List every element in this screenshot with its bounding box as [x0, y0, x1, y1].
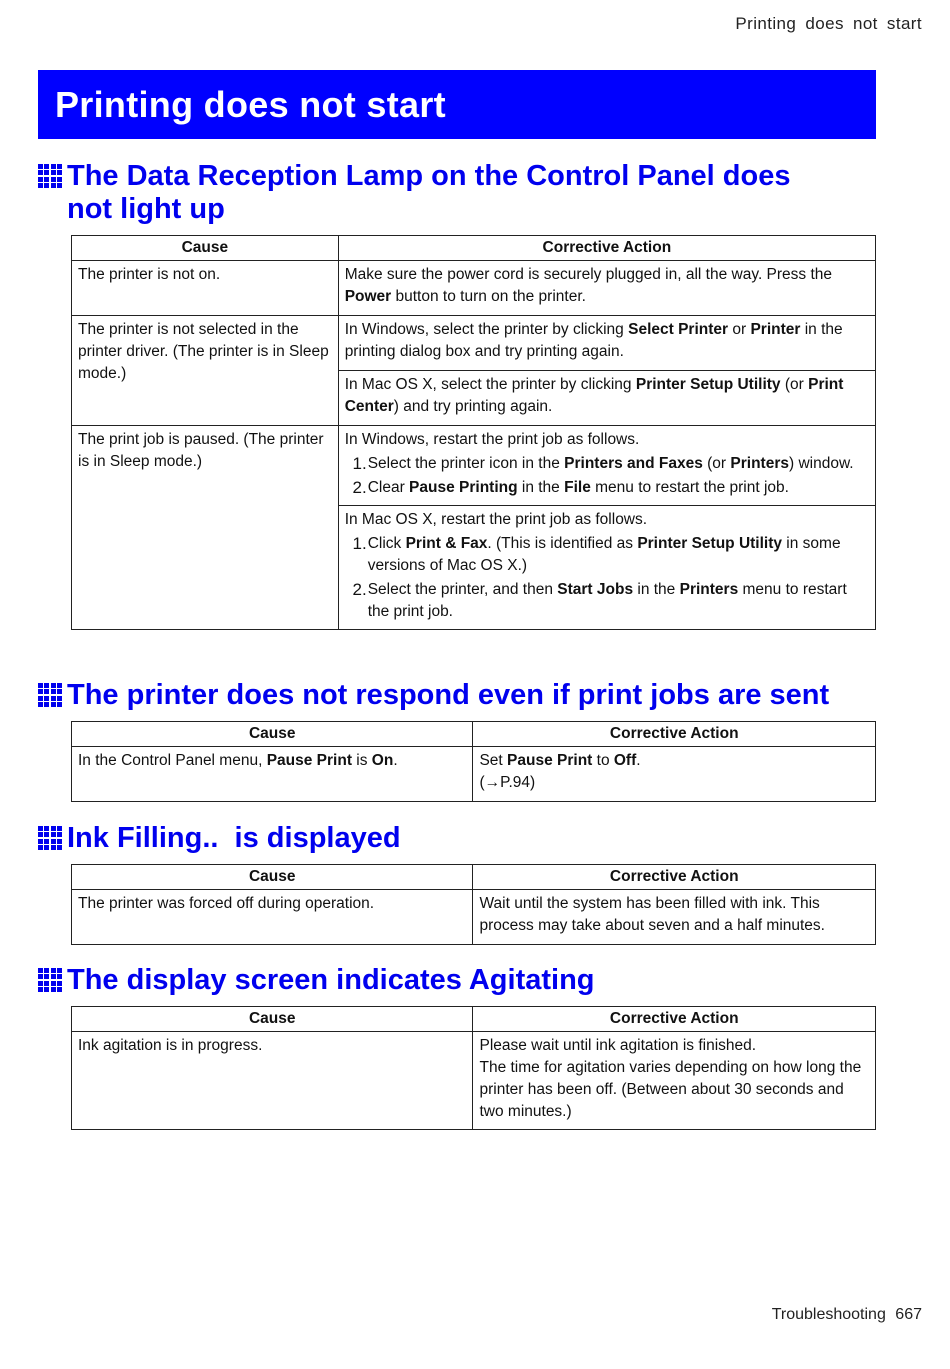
action-header: Corrective Action: [338, 236, 875, 261]
step-number: 1.: [352, 454, 367, 473]
cause-header: Cause: [72, 1007, 473, 1032]
troubleshooting-table: [71, 1006, 876, 1130]
action-cell: [473, 1032, 876, 1130]
action-text: In Mac OS X, select the printer by clicking: [344, 376, 636, 393]
section-title: The Data Reception Lamp on the Control Panel does not light up: [67, 160, 791, 225]
cause-cell: The printer was forced off during operation.: [72, 890, 473, 945]
cause-cell: The printer is not on.: [72, 261, 339, 316]
step-item: [345, 579, 869, 623]
page-number: 667: [895, 1306, 922, 1323]
step-number: 2.: [352, 580, 367, 599]
ui-term: Print Center: [344, 376, 844, 415]
action-header: Corrective Action: [473, 865, 876, 890]
action-block-windows: [339, 316, 875, 370]
cause-cell: The print job is paused. (The printer is in Sleep mode.): [72, 426, 339, 630]
ui-term: Select Printer: [628, 321, 729, 338]
step-number: 1.: [352, 534, 367, 553]
section-heading: [38, 822, 876, 855]
section-heading: [38, 679, 876, 712]
action-cell: Set Pause Print to Off. (→P.94): [473, 747, 876, 802]
action-cell: [338, 426, 875, 630]
action-cell: [338, 261, 875, 316]
step-item: [345, 477, 869, 499]
table-row: [72, 316, 876, 426]
action-text: button to turn on the printer.: [391, 288, 586, 305]
ui-term: Power: [344, 288, 392, 305]
troubleshooting-table: [71, 864, 876, 945]
section-title: The printer does not respond even if print jobs are sent: [67, 679, 830, 711]
step-item: [345, 533, 869, 577]
grid-bullet-icon: [38, 683, 62, 707]
cause-header: Cause: [72, 722, 473, 747]
action-cell: Wait until the system has been filled with ink. This process may take about seven and a half minutes.: [473, 890, 876, 945]
cause-cell: The printer is not selected in the printer driver. (The printer is in Sleep mode.): [72, 316, 339, 426]
step-text: Select the printer icon in the Printers and Faxes (or Printers) window.: [367, 455, 854, 472]
troubleshooting-table: [71, 721, 876, 802]
action-text: (or: [780, 376, 809, 393]
step-number: 2.: [352, 478, 367, 497]
step-item: [345, 453, 869, 475]
action-text: Please wait until ink agitation is finished.: [479, 1037, 757, 1054]
troubleshooting-table: [71, 235, 876, 630]
action-text: in the printing dialog box and try printing again.: [344, 321, 843, 360]
ui-term: Printer: [750, 321, 801, 338]
step-text: Clear Pause Printing in the File menu to restart the print job.: [367, 479, 789, 496]
table-header-row: [72, 865, 876, 890]
action-block-mac: [339, 505, 875, 629]
table-row: [72, 747, 876, 802]
grid-bullet-icon: [38, 164, 62, 188]
cause-cell: Ink agitation is in progress.: [72, 1032, 473, 1130]
action-intro: In Windows, restart the print job as follows.: [344, 431, 640, 448]
action-text: The time for agitation varies depending on how long the printer has been off. (Between about 30 seconds and two minutes.): [479, 1059, 862, 1120]
action-header: Corrective Action: [473, 1007, 876, 1032]
section-title: The display screen indicates Agitating: [67, 964, 595, 996]
table-row: [72, 890, 876, 945]
action-intro: In Mac OS X, restart the print job as follows.: [344, 511, 648, 528]
action-cell: [338, 316, 875, 426]
cause-header: Cause: [72, 236, 339, 261]
action-text: ) and try printing again.: [393, 398, 553, 415]
step-text: Select the printer, and then Start Jobs in the Printers menu to restart the print job.: [367, 581, 847, 620]
grid-bullet-icon: [38, 826, 62, 850]
table-row: [72, 426, 876, 630]
table-header-row: [72, 722, 876, 747]
table-header-row: [72, 236, 876, 261]
page-title: Printing does not start: [55, 83, 446, 125]
ui-term: Printer Setup Utility: [635, 376, 781, 393]
grid-bullet-icon: [38, 968, 62, 992]
section-ink-filling: [38, 822, 876, 945]
action-text: Make sure the power cord is securely plugged in, all the way. Press the: [344, 266, 833, 283]
page-reference-link[interactable]: (→P.94): [479, 774, 536, 791]
section-data-reception-lamp: [38, 160, 876, 630]
table-header-row: [72, 1007, 876, 1032]
action-block-windows: [339, 426, 875, 505]
section-title: Ink Filling.. is displayed: [67, 822, 401, 854]
cause-header: Cause: [72, 865, 473, 890]
table-row: [72, 261, 876, 316]
section-agitating: [38, 964, 876, 1130]
action-header: Corrective Action: [473, 722, 876, 747]
action-text: In Windows, select the printer by clicking: [344, 321, 629, 338]
section-heading: [38, 964, 876, 997]
step-text: Click Print & Fax. (This is identified as Printer Setup Utility in some versions of Mac OS X.): [367, 535, 841, 574]
section-heading: [38, 160, 876, 226]
action-text: or: [728, 321, 751, 338]
page-footer: [772, 1306, 922, 1324]
table-row: [72, 1032, 876, 1130]
page-title-banner: [38, 70, 876, 139]
running-head: Printing does not start: [735, 14, 922, 33]
footer-section-name: Troubleshooting: [771, 1306, 886, 1323]
action-block-mac: [339, 370, 875, 425]
section-printer-not-respond: [38, 679, 876, 802]
cause-cell: In the Control Panel menu, Pause Print is On.: [72, 747, 473, 802]
